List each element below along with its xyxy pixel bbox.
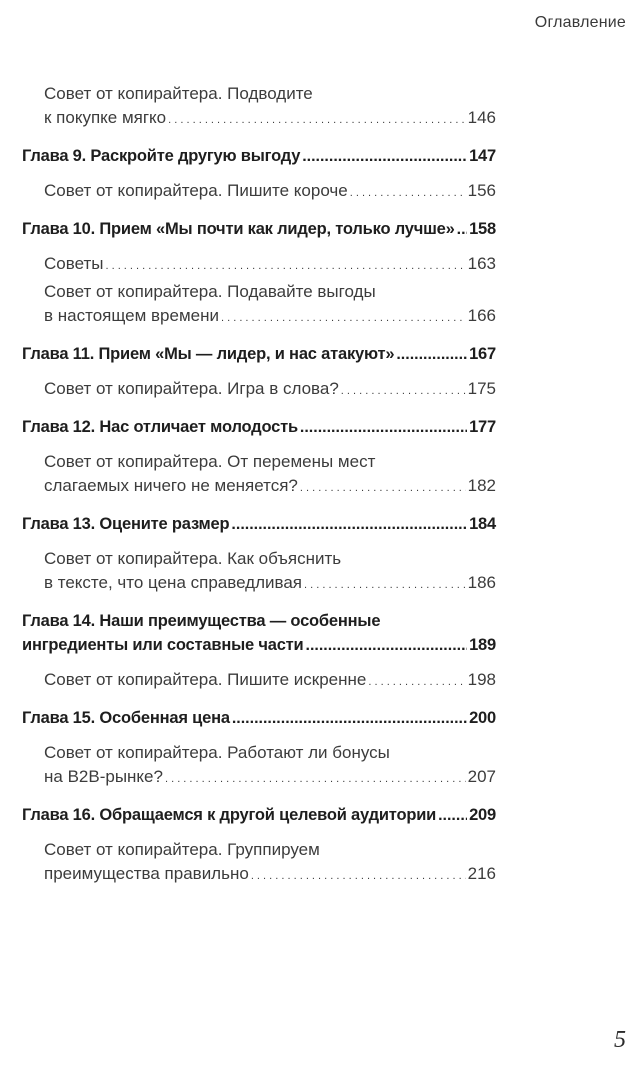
toc-page-number: 146 xyxy=(467,108,496,127)
dot-leader xyxy=(300,474,466,500)
toc-entry-title: Совет от копирайтера. Игра в слова? xyxy=(44,379,339,398)
toc-entry-chapter[interactable] xyxy=(22,609,496,658)
table-of-contents xyxy=(22,82,496,894)
toc-entry-title-line1: Совет от копирайтера. Группируем xyxy=(44,840,320,859)
toc-entry-title-line1: Совет от копирайтера. Как объяснить xyxy=(44,549,342,568)
toc-entry-tip[interactable] xyxy=(44,450,496,500)
dot-leader xyxy=(105,252,465,278)
toc-page-number: 175 xyxy=(467,379,496,398)
toc-page-number: 200 xyxy=(469,709,496,727)
toc-entry-tip[interactable] xyxy=(44,280,496,330)
toc-entry-title: в настоящем времени xyxy=(44,306,219,325)
toc-page-number: 182 xyxy=(467,476,496,495)
dot-leader xyxy=(306,633,468,658)
toc-entry-title: Советы xyxy=(44,254,104,273)
toc-entry-tip[interactable] xyxy=(44,252,496,278)
toc-entry-title: Глава 9. Раскройте другую выгоду xyxy=(22,147,301,165)
toc-entry-chapter[interactable] xyxy=(22,415,496,440)
toc-entry-title: к покупке мягко xyxy=(44,108,167,127)
dot-leader xyxy=(350,179,466,205)
toc-entry-title: Глава 15. Особенная цена xyxy=(22,709,230,727)
dot-leader xyxy=(221,304,466,330)
toc-entry-tip[interactable] xyxy=(44,741,496,791)
toc-entry-title: Глава 12. Нас отличает молодость xyxy=(22,418,298,436)
toc-page-number: 209 xyxy=(469,806,496,824)
page-number: 5 xyxy=(614,1027,626,1053)
toc-entry-title: на B2B-рынке? xyxy=(44,767,163,786)
running-header: Оглавление xyxy=(534,14,626,31)
toc-entry-tip[interactable] xyxy=(44,838,496,888)
toc-entry-chapter[interactable] xyxy=(22,803,496,828)
toc-page-number: 158 xyxy=(469,220,496,238)
dot-leader xyxy=(231,512,467,537)
toc-entry-title-line1: Совет от копирайтера. Работают ли бонусы xyxy=(44,743,390,762)
toc-page-number: 167 xyxy=(469,345,496,363)
toc-entry-title: Совет от копирайтера. Пишите короче xyxy=(44,181,348,200)
toc-page-number: 147 xyxy=(469,147,496,165)
toc-entry-title-line1: Совет от копирайтера. Подводите xyxy=(44,84,313,103)
toc-entry-tip[interactable] xyxy=(44,547,496,597)
toc-entry-title: Глава 13. Оцените размер xyxy=(22,515,230,533)
toc-page-number: 189 xyxy=(469,636,496,654)
toc-entry-chapter[interactable] xyxy=(22,217,496,242)
toc-entry-title-line1: Глава 14. Наши преимущества — особенные xyxy=(22,612,381,630)
toc-entry-chapter[interactable] xyxy=(22,144,496,169)
dot-leader xyxy=(168,106,465,132)
toc-entry-title: Глава 16. Обращаемся к другой целевой аудитории xyxy=(22,806,437,824)
toc-entry-tip[interactable] xyxy=(44,179,496,205)
toc-page-number: 166 xyxy=(467,306,496,325)
dot-leader xyxy=(302,144,467,169)
dot-leader xyxy=(232,706,467,731)
toc-page-number: 207 xyxy=(467,767,496,786)
dot-leader xyxy=(251,862,466,888)
dot-leader xyxy=(300,415,467,440)
toc-entry-title: ингредиенты или составные части xyxy=(22,636,304,654)
toc-page-number: 184 xyxy=(469,515,496,533)
toc-page-number: 186 xyxy=(467,573,496,592)
toc-entry-chapter[interactable] xyxy=(22,342,496,367)
toc-page-number: 177 xyxy=(469,418,496,436)
toc-entry-title: Совет от копирайтера. Пишите искренне xyxy=(44,670,367,689)
toc-entry-title-line1: Совет от копирайтера. Подавайте выгоды xyxy=(44,282,376,301)
toc-page-number: 163 xyxy=(467,254,496,273)
toc-entry-title: в тексте, что цена справедливая xyxy=(44,573,302,592)
toc-page-number: 198 xyxy=(467,670,496,689)
toc-page-number: 156 xyxy=(467,181,496,200)
dot-leader xyxy=(304,571,466,597)
dot-leader xyxy=(165,765,466,791)
dot-leader xyxy=(438,803,467,828)
toc-entry-title: слагаемых ничего не меняется? xyxy=(44,476,298,495)
toc-page-number: 216 xyxy=(467,864,496,883)
dot-leader xyxy=(457,217,467,242)
toc-entry-chapter[interactable] xyxy=(22,706,496,731)
toc-entry-title: Глава 11. Прием «Мы — лидер, и нас атакуют» xyxy=(22,345,395,363)
toc-entry-tip[interactable] xyxy=(44,668,496,694)
toc-entry-title: преимущества правильно xyxy=(44,864,249,883)
toc-entry-chapter[interactable] xyxy=(22,512,496,537)
dot-leader xyxy=(368,668,465,694)
toc-entry-title: Глава 10. Прием «Мы почти как лидер, только лучше» xyxy=(22,220,455,238)
toc-entry-tip[interactable] xyxy=(44,377,496,403)
dot-leader xyxy=(341,377,466,403)
dot-leader xyxy=(396,342,467,367)
toc-entry-tip[interactable] xyxy=(44,82,496,132)
toc-entry-title-line1: Совет от копирайтера. От перемены мест xyxy=(44,452,376,471)
